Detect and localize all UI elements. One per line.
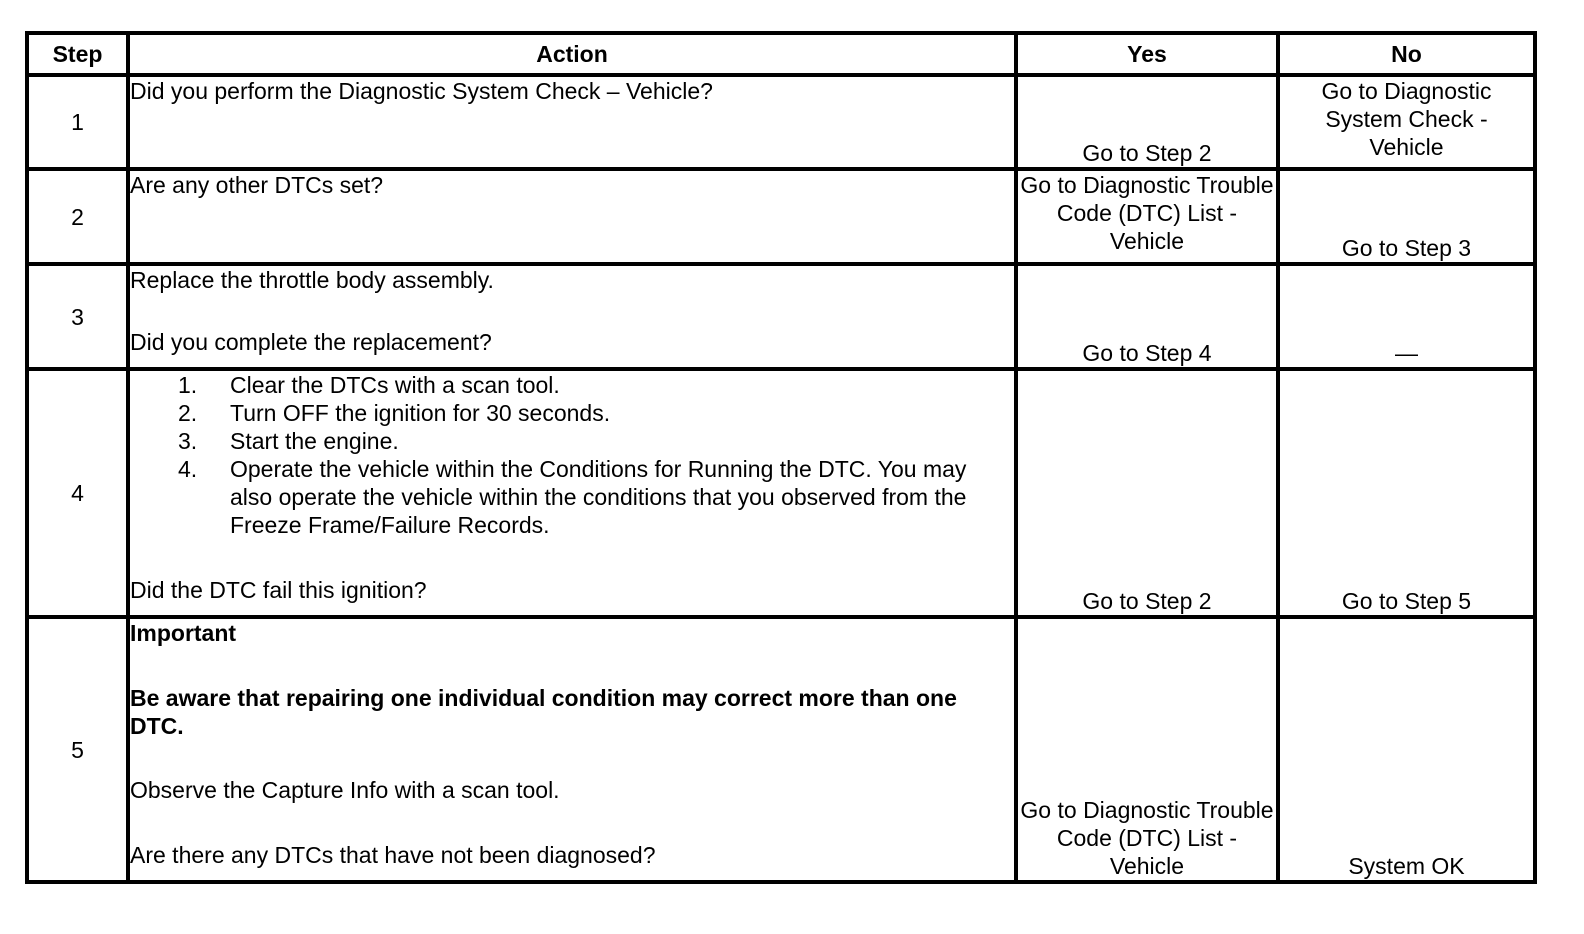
no-cell: Go to Step 5 [1278, 369, 1535, 617]
procedure-list [130, 371, 1014, 539]
action-question: Did you complete the replacement? [130, 329, 492, 355]
table-row [27, 617, 1535, 882]
action-cell [128, 264, 1016, 369]
list-item-number: 4. [178, 456, 198, 482]
list-item-text: Turn OFF the ignition for 30 seconds. [230, 400, 611, 426]
action-question: Did the DTC fail this ignition? [130, 577, 427, 603]
table-body [27, 75, 1535, 882]
list-item-number: 1. [178, 372, 198, 398]
table-row [27, 169, 1535, 264]
yes-cell: Go to Step 4 [1016, 264, 1278, 369]
step-number: 3 [27, 264, 128, 369]
list-item-text: Operate the vehicle within the Conditions for Running the DTC. You may also operate the vehicle within the conditions that you observed from the Freeze Frame/Failure Records. [230, 456, 967, 538]
action-text: Replace the throttle body assembly. [130, 267, 494, 293]
action-question: Are there any DTCs that have not been diagnosed? [130, 841, 656, 868]
list-item [178, 455, 1014, 539]
table-row [27, 264, 1535, 369]
no-cell: Go to Step 3 [1278, 169, 1535, 264]
action-text: Did you perform the Diagnostic System Check – Vehicle? [130, 78, 713, 104]
important-text: Be aware that repairing one individual condition may correct more than one DTC. [130, 684, 957, 739]
list-item-text: Start the engine. [230, 428, 399, 454]
diagnostic-table [25, 31, 1537, 884]
step-number: 4 [27, 369, 128, 617]
action-cell [128, 369, 1016, 617]
list-item [178, 399, 1014, 427]
table-header [27, 33, 1535, 75]
table-row [27, 369, 1535, 617]
action-text: Are any other DTCs set? [130, 172, 384, 198]
list-item [178, 427, 1014, 455]
yes-cell: Go to Step 2 [1016, 369, 1278, 617]
list-item-number: 2. [178, 400, 198, 426]
step-number: 5 [27, 617, 128, 882]
header-row [27, 33, 1535, 75]
list-item [178, 371, 1014, 399]
header-step: Step [27, 33, 128, 75]
important-label: Important [130, 620, 237, 646]
step-number: 2 [27, 169, 128, 264]
action-cell [128, 617, 1016, 882]
table-row [27, 75, 1535, 169]
action-text: Observe the Capture Info with a scan tool. [130, 777, 560, 804]
yes-cell: Go to Diagnostic Trouble Code (DTC) List - Vehicle [1016, 617, 1278, 882]
no-cell: System OK [1278, 617, 1535, 882]
step-number: 1 [27, 75, 128, 169]
list-item-text: Clear the DTCs with a scan tool. [230, 372, 560, 398]
header-yes: Yes [1016, 33, 1278, 75]
no-cell: — [1278, 264, 1535, 369]
action-cell [128, 169, 1016, 264]
action-cell [128, 75, 1016, 169]
yes-cell: Go to Step 2 [1016, 75, 1278, 169]
header-no: No [1278, 33, 1535, 75]
list-item-number: 3. [178, 428, 198, 454]
yes-cell: Go to Diagnostic Trouble Code (DTC) List - Vehicle [1016, 169, 1278, 264]
no-cell: Go to Diagnostic System Check - Vehicle [1278, 75, 1535, 169]
header-action: Action [128, 33, 1016, 75]
